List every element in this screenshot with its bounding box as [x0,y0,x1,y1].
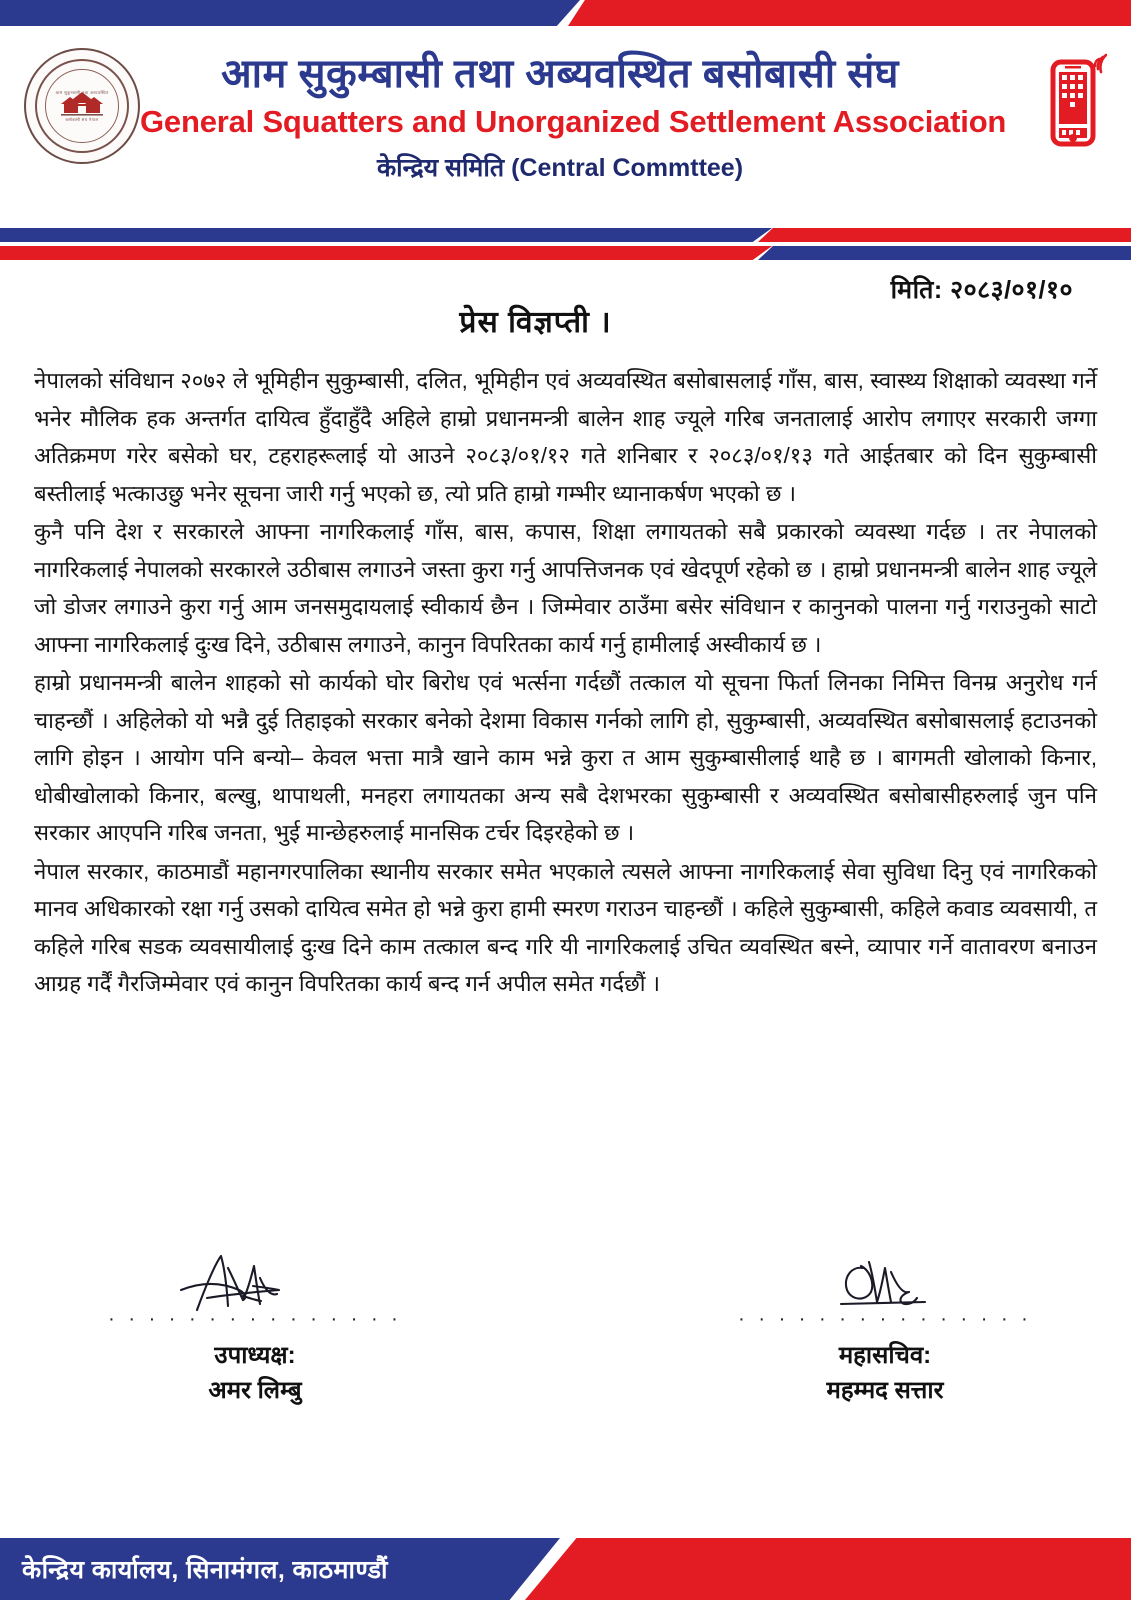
committee-line [140,150,980,184]
document-date: मिति: २०८३/०१/१० [890,276,1073,304]
letterhead-header [0,26,1131,218]
divider-row-top [0,228,1131,242]
body-paragraph: हाम्रो प्रधानमन्त्री बालेन शाहको सो कार्यको घोर बिरोध एवं भर्त्सना गर्दछौं तत्काल यो सूचना फिर्ता लिनका निमित्त विनम्र अनुरोध गर्न चाहन्छौं । अहिलेको यो भन्नै दुई तिहाइको सरकार बनेको देशमा विकास गर्नको लागि हो, सुकुम्बासी, अव्यवस्थित बसोबासलाई हटाउनको लागि होइन । आयोग पनि बन्यो– केवल भत्ता मात्रै खाने काम भन्ने कुरा त आम सुकुम्बासीलाई थाहै छ । बागमती खोलाको किनार, धोबीखोलाको किनार, बल्खु, थापाथली, मनहरा लगायतका अन्य सबै देशभरका सुकुम्बासी र अव्यवस्थित बसोबासीहरुलाई जुन पनि सरकार आएपनि गरिब जनता, भुई मान्छेहरुलाई मानसिक टर्चर दिइरहेको छ । [34,670,1097,845]
mobile-phone-icon [1045,48,1107,160]
body-paragraph: कुनै पनि देश र सरकारले आफ्ना नागरिकलाई गाँस, बास, कपास, शिक्षा लगायतको सबै प्रकारको व्यवस्था गर्दछ । तर नेपालको नागरिकलाई नेपालको सरकारले उठीबास लगाउने जस्ता कुरा गर्नु आपत्तिजनक एवं खेदपूर्ण रहेको छ । हाम्रो प्रधानमन्त्री बालेन शाह ज्यूले जो डोजर लगाउने कुरा गर्नु आम जनसमुदायलाई स्वीकार्य छैन । जिम्मेवार ठाउँमा बसेर संविधान र कानुनको पालना गर्नु गराउनुको साटो आफ्ना नागरिकलाई दुःख दिने, उठीबास लगाउने, कानुन विपरितका कार्य गर्नु हामीलाई अस्वीकार्य छ । [34,519,1097,657]
signature-mark-icon [90,1248,420,1314]
divider-bottom-left-red [0,246,772,260]
signature-block-general-secretary [720,1248,1050,1406]
signatory-name: अमर लिम्बु [208,1377,302,1404]
signature-block-vice-president [90,1248,420,1406]
seal-inner-emblem [52,76,112,136]
footer-banner [0,1538,1131,1600]
divider-row-bottom [0,246,1131,260]
body-paragraph: नेपालको संविधान २०७२ ले भूमिहीन सुकुम्बासी, दलित, भूमिहीन एवं अव्यवस्थित बसोबासलाई गाँस, बास, स्वास्थ्य शिक्षाको व्यवस्था गर्ने भनेर मौलिक हक अन्तर्गत दायित्व हुँदाहुँदै अहिले हाम्रो प्रधानमन्त्री बालेन शाह ज्यूले गरिब जनतालाई आरोप लगाएर सरकारी जग्गा अतिक्रमण गरेर बसेको घर, टहराहरूलाई यो आउने २०८३/०१/१२ गते शनिबार र २०८३/०१/१३ गते आईतबार को दिन सुकुम्बासी बस्तीलाई भत्काउछु भनेर सूचना जारी गर्नु भएको छ, त्यो प्रति हाम्रो गम्भीर ध्यानाकर्षण भएको छ । [34,368,1097,506]
document-body [34,362,1097,1004]
org-name-nepali: आम सुकुम्बासी तथा अब्यवस्थित बसोबासी संघ [221,52,899,96]
organization-seal-icon [24,48,140,164]
page-title: प्रेस विज्ञप्ती । [459,306,612,339]
body-paragraph: नेपाल सरकार, काठमाडौं महानगरपालिका स्थानीय सरकार समेत भएकाले त्यसले आफ्ना नागरिकलाई सेवा सुविधा दिनु एवं नागरिकको मानव अधिकारको रक्षा गर्नु उसको दायित्व समेत हो भन्ने कुरा हामी स्मरण गराउन चाहन्छौं । कहिले सुकुम्बासी, कहिले कवाड व्यवसायी, त कहिले गरिब सडक व्यवसायीलाई दुःख दिने काम तत्काल बन्द गरि यी नागरिकलाई उचित व्यवस्थित बस्ने, व्यापार गर्ने वातावरण बनाउन आग्रह गर्दैं गैरजिम्मेवार एवं कानुन विपरितका कार्य बन्द गर्न अपील समेत गर्दछौं । [34,858,1097,996]
top-banner [0,0,1131,26]
signature-dotted-line: · · · · · · · · · · · · · · · [738,1314,1032,1328]
footer-address: केन्द्रिय कार्यालय, सिनामंगल, काठमाण्डौं [22,1556,388,1584]
divider-bottom-right-blue [758,246,1131,260]
divider-top-right-red [758,228,1131,242]
signature-mark-icon [720,1248,1050,1314]
top-banner-red-stripe [568,0,1131,26]
seal-bottom-text: बसोबासी संघ नेपाल [65,117,99,122]
committee-name-english: (Central Commttee) [511,154,744,182]
header-divider [0,228,1131,264]
seal-houses-icon [52,76,112,136]
signatory-role: उपाध्यक्ष: [214,1342,296,1369]
seal-top-text: आम सुकुम्बासी तथा अब्यवस्थित [55,90,109,95]
committee-name-nepali: केन्द्रिय समिति [376,154,505,182]
signatory-name: महम्मद सत्तार [826,1377,944,1404]
footer-red-stripe [525,1538,1131,1600]
divider-top-left-blue [0,228,772,242]
signatory-role: महासचिव: [838,1342,932,1369]
signature-dotted-line: · · · · · · · · · · · · · · · [108,1314,402,1328]
top-banner-blue-stripe [0,0,580,26]
org-name-english: General Squatters and Unorganized Settlement Association [140,104,1007,139]
